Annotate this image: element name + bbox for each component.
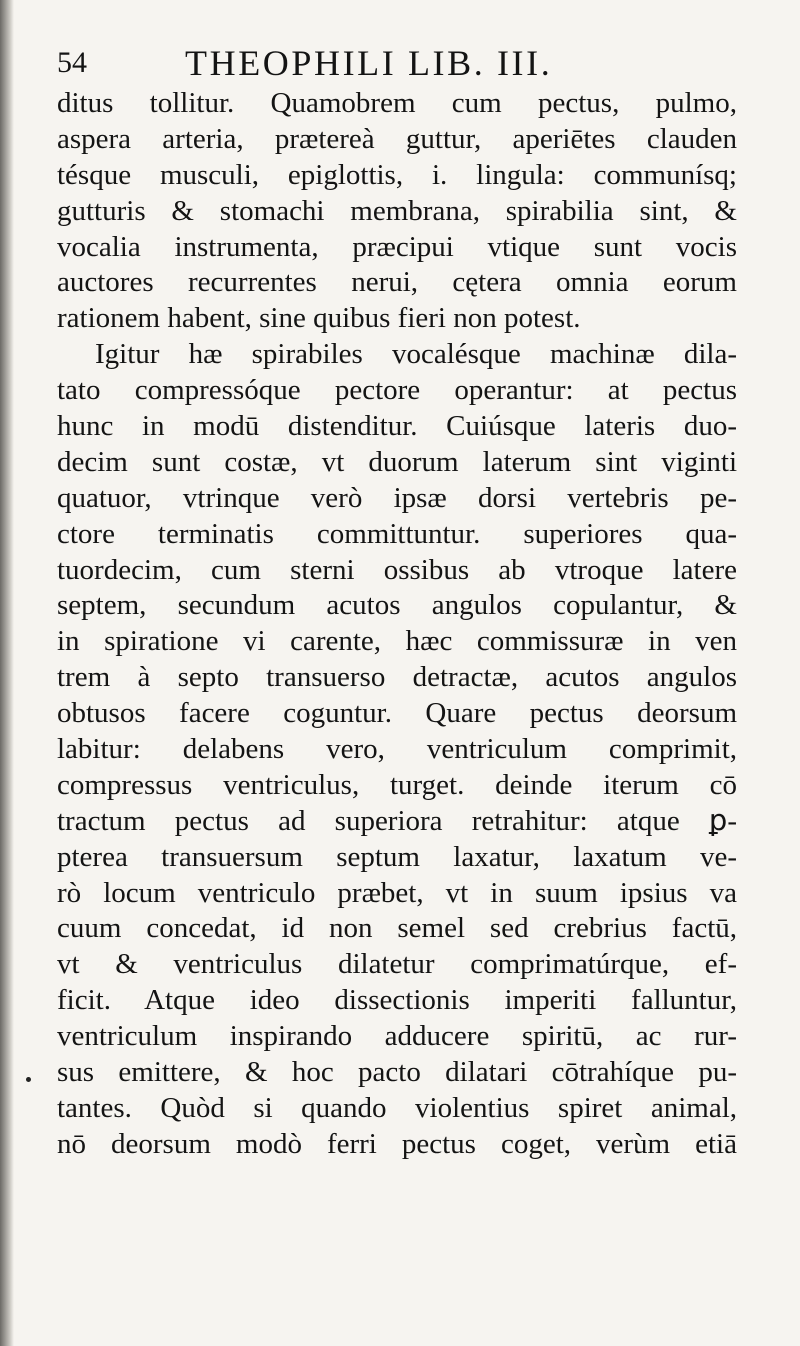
text-line: ditus tollitur. Quamobrem cum pectus, pulmo, xyxy=(57,87,737,119)
text-line: compressus ventriculus, turget. deinde iterum cō xyxy=(57,768,737,801)
text-line: rò locum ventriculo præbet, vt in suum ipsius va xyxy=(57,876,737,909)
text-line: tato compressóque pectore operantur: at pectus xyxy=(57,374,737,407)
text-line: sus emittere, & hoc pacto dilatari cōtrahíque pu- xyxy=(57,1056,737,1089)
text-line: cuum concedat, id non semel sed crebrius factū, xyxy=(57,912,737,945)
text-line: in spiratione vi carente, hæc commissuræ in ven xyxy=(57,625,737,658)
text-line: ventriculum inspirando adducere spiritū, ac rur- xyxy=(57,1020,737,1053)
text-line: aspera arteria, prætereà guttur, aperiētes clauden xyxy=(57,122,737,155)
binding-shadow xyxy=(0,0,14,1346)
text-line: hunc in modū distenditur. Cuiúsque lateris duo- xyxy=(57,410,737,443)
text-line: septem, secundum acutos angulos copulantur, & xyxy=(57,589,737,622)
page-header xyxy=(57,40,737,84)
text-line: quatuor, vtrinque verò ipsæ dorsi vertebris pe- xyxy=(57,481,737,514)
text-line: decim sunt costæ, vt duorum laterum sint viginti xyxy=(57,445,737,478)
page-number: 54 xyxy=(57,46,87,79)
text-line: nō deorsum modò ferri pectus coget, verùm etiā xyxy=(57,1127,737,1160)
text-line: tractum pectus ad superiora retrahitur: atque ꝑ- xyxy=(57,804,737,837)
text-line: ctore terminatis committuntur. superiores qua- xyxy=(57,517,737,550)
text-line: Igitur hæ spirabiles vocalésque machinæ dila- xyxy=(95,338,737,371)
text-line: obtusos facere coguntur. Quare pectus deorsum xyxy=(57,697,737,730)
text-line: tuordecim, cum sterni ossibus ab vtroque latere xyxy=(57,553,737,586)
text-line: pterea transuersum septum laxatur, laxatum ve- xyxy=(57,840,737,873)
text-line: ficit. Atque ideo dissectionis imperiti falluntur, xyxy=(57,984,737,1017)
text-line: vocalia instrumenta, præcipui vtique sunt vocis xyxy=(57,230,737,263)
text-line: tésque musculi, epiglottis, i. lingula: communísq; xyxy=(57,158,737,191)
text-line: labitur: delabens vero, ventriculum comprimit, xyxy=(57,733,737,766)
ink-speck xyxy=(26,1077,31,1082)
body-text xyxy=(57,86,737,1163)
text-line: trem à septo transuerso detractæ, acutos angulos xyxy=(57,661,737,694)
running-head: THEOPHILI LIB. III. xyxy=(185,43,553,83)
text-line: vt & ventriculus dilatetur comprimatúrque, ef- xyxy=(57,948,737,981)
text-line: gutturis & stomachi membrana, spirabilia sint, & xyxy=(57,194,737,227)
text-line: auctores recurrentes nerui, cętera omnia eorum xyxy=(57,266,737,299)
text-line: tantes. Quòd si quando violentius spiret animal, xyxy=(57,1091,737,1124)
text-line: rationem habent, sine quibus fieri non potest. xyxy=(57,302,581,335)
